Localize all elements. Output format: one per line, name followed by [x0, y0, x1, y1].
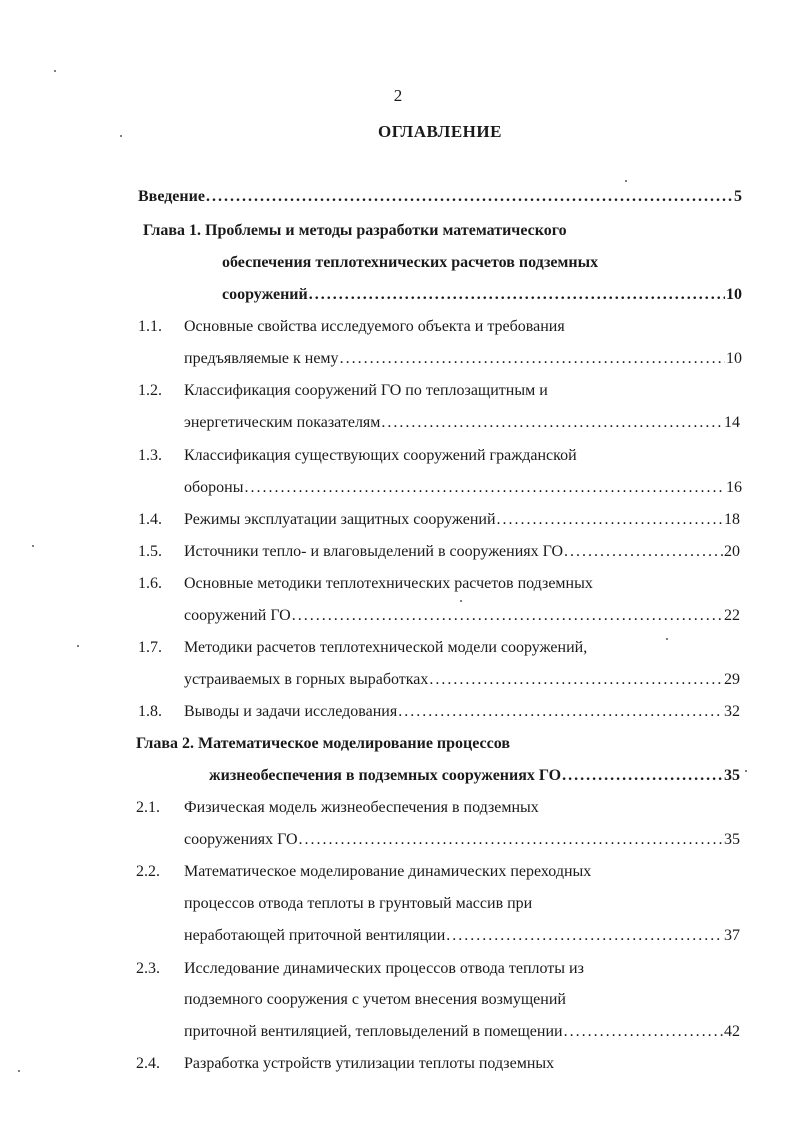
toc-entry-1-1 [184, 348, 742, 370]
entry-label: предъявляемые к нему [184, 350, 339, 367]
section-number: 1.5. [138, 543, 162, 560]
entry-page: 35 [724, 767, 740, 784]
section-number: 1.6. [138, 575, 162, 592]
scan-speck [77, 645, 79, 647]
entry-label: сооружений ГО [184, 607, 291, 624]
entry-label: обороны [184, 479, 244, 496]
section-number: 1.2. [138, 382, 162, 399]
entry-page: 16 [726, 479, 742, 496]
section-number: 1.3. [138, 447, 162, 464]
entry-page: 18 [724, 511, 740, 528]
leader-dots [309, 284, 725, 306]
entry-label: Выводы и задачи исследования [184, 703, 398, 720]
section-number: 1.1. [138, 318, 162, 335]
scan-speck [18, 1070, 20, 1072]
scan-speck [460, 600, 462, 602]
entry-label: сооружениях ГО [184, 831, 298, 848]
leader-dots [299, 829, 723, 851]
entry-label: энергетическим показателям [184, 414, 381, 431]
entry-label: Источники тепло- и влаговыделений в сооружениях ГО [184, 543, 564, 560]
section-number: 2.4. [136, 1055, 160, 1072]
section-number: 1.7. [138, 639, 162, 656]
toc-entry-2-1 [184, 829, 740, 851]
leader-dots [446, 925, 723, 947]
leader-dots [564, 541, 723, 563]
toc-entry-chapter1 [222, 284, 742, 306]
toc-title: ОГЛАВЛЕНИЕ [378, 122, 502, 141]
entry-page: 22 [724, 607, 740, 624]
scan-speck [54, 70, 56, 72]
toc-entry-1-5 [184, 541, 740, 563]
leader-dots [206, 186, 733, 208]
entry-label: Введение [138, 188, 205, 205]
toc-entry-1-3 [184, 477, 742, 499]
page-number: 2 [393, 86, 403, 105]
chapter2-line1: Глава 2. Математическое моделирование процессов [136, 735, 510, 752]
leader-dots [564, 1021, 723, 1043]
entry-label: устраиваемых в горных выработках [184, 671, 429, 688]
section-title: процессов отвода теплоты в грунтовый массив при [184, 895, 533, 912]
entry-label: Режимы эксплуатации защитных сооружений [184, 511, 496, 528]
section-title: Методики расчетов теплотехнической модели сооружений, [184, 639, 588, 656]
scan-speck [666, 638, 668, 640]
entry-label: неработающей приточной вентиляции [184, 927, 446, 944]
entry-label: сооружений [222, 286, 308, 303]
section-title: Классификация существующих сооружений гражданской [184, 447, 577, 464]
section-title: Классификация сооружений ГО по теплозащитным и [184, 382, 548, 399]
leader-dots [381, 412, 723, 434]
toc-entry-1-4 [184, 509, 740, 531]
scan-speck [120, 135, 122, 137]
entry-page: 37 [724, 927, 740, 944]
section-number: 2.3. [136, 960, 160, 977]
section-title: Разработка устройств утилизации теплоты подземных [184, 1055, 555, 1072]
scan-speck [745, 770, 747, 772]
leader-dots [398, 701, 723, 723]
entry-page: 10 [726, 350, 742, 367]
toc-entry-1-7 [184, 669, 740, 691]
entry-page: 5 [734, 188, 742, 205]
toc-entry-2-2 [184, 925, 740, 947]
entry-page: 32 [724, 703, 740, 720]
scan-speck [625, 180, 627, 182]
toc-entry-2-3 [184, 1021, 740, 1043]
leader-dots [244, 477, 725, 499]
chapter1-line1: Глава 1. Проблемы и методы разработки математического [143, 222, 567, 239]
entry-page: 14 [724, 414, 740, 431]
toc-entry-1-6 [184, 605, 740, 627]
section-title: подземного сооружения с учетом внесения возмущений [184, 991, 566, 1008]
toc-entry-1-8 [184, 701, 740, 723]
entry-page: 20 [724, 543, 740, 560]
scan-speck [32, 545, 34, 547]
section-title: Основные свойства исследуемого объекта и требования [184, 318, 565, 335]
leader-dots [562, 765, 723, 787]
leader-dots [497, 509, 723, 531]
leader-dots [429, 669, 723, 691]
toc-entry-chapter2 [209, 765, 740, 787]
entry-page: 35 [724, 831, 740, 848]
entry-page: 10 [726, 286, 742, 303]
entry-label: приточной вентиляцией, тепловыделений в помещении [184, 1023, 563, 1040]
entry-page: 29 [724, 671, 740, 688]
toc-entry-introduction [138, 186, 742, 208]
section-number: 2.1. [136, 799, 160, 816]
section-number: 1.8. [138, 703, 162, 720]
section-number: 1.4. [138, 511, 162, 528]
entry-label: жизнеобеспечения в подземных сооружениях ГО [209, 767, 562, 784]
section-title: Физическая модель жизнеобеспечения в подземных [184, 799, 539, 816]
chapter1-line2: обеспечения теплотехнических расчетов подземных [222, 254, 599, 271]
section-number: 2.2. [136, 863, 160, 880]
toc-entry-1-2 [184, 412, 740, 434]
section-title: Математическое моделирование динамических переходных [184, 863, 592, 880]
section-title: Основные методики теплотехнических расчетов подземных [184, 575, 593, 592]
section-title: Исследование динамических процессов отвода теплоты из [184, 960, 584, 977]
leader-dots [292, 605, 723, 627]
entry-page: 42 [724, 1023, 740, 1040]
leader-dots [340, 348, 725, 370]
